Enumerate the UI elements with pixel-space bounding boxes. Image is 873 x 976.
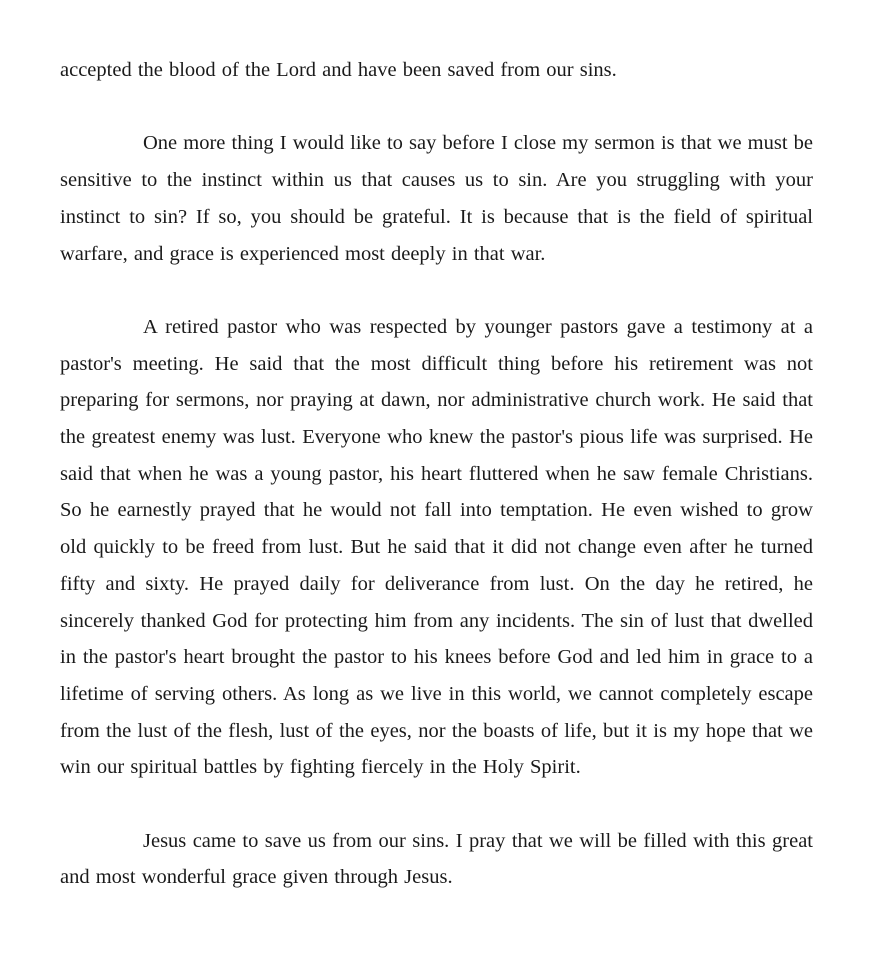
paragraph-3: A retired pastor who was respected by younger pastors gave a testimony at a pastor's meeting. He said that the most difficult thing before his retirement was not preparing for sermons, nor praying at dawn, nor administrative church work. He said that the greatest enemy was lust. Everyone who knew the pastor's pious life was surprised. He said that when he was a young pastor, his heart fluttered when he saw female Christians. So he earnestly prayed that he would not fall into temptation. He even wished to grow old quickly to be freed from lust. But he said that it did not change even after he turned fifty and sixty. He prayed daily for deliverance from lust. On the day he retired, he sincerely thanked God for protecting him from any incidents. The sin of lust that dwelled in the pastor's heart brought the pastor to his knees before God and led him in grace to a lifetime of serving others. As long as we live in this world, we cannot completely escape from the lust of the flesh, lust of the eyes, nor the boasts of life, but it is my hope that we win our spiritual battles by fighting fiercely in the Holy Spirit. xyxy=(60,315,813,779)
document-page xyxy=(60,52,813,896)
paragraph-4: Jesus came to save us from our sins. I pray that we will be filled with this great and most wonderful grace given through Jesus. xyxy=(60,829,813,889)
paragraph-1: accepted the blood of the Lord and have been saved from our sins. xyxy=(60,59,617,81)
paragraph-2: One more thing I would like to say before I close my sermon is that we must be sensitive to the instinct within us that causes us to sin. Are you struggling with your instinct to sin? If so, you should be grateful. It is because that is the field of spiritual warfare, and grace is experienced most deeply in that war. xyxy=(60,132,814,265)
